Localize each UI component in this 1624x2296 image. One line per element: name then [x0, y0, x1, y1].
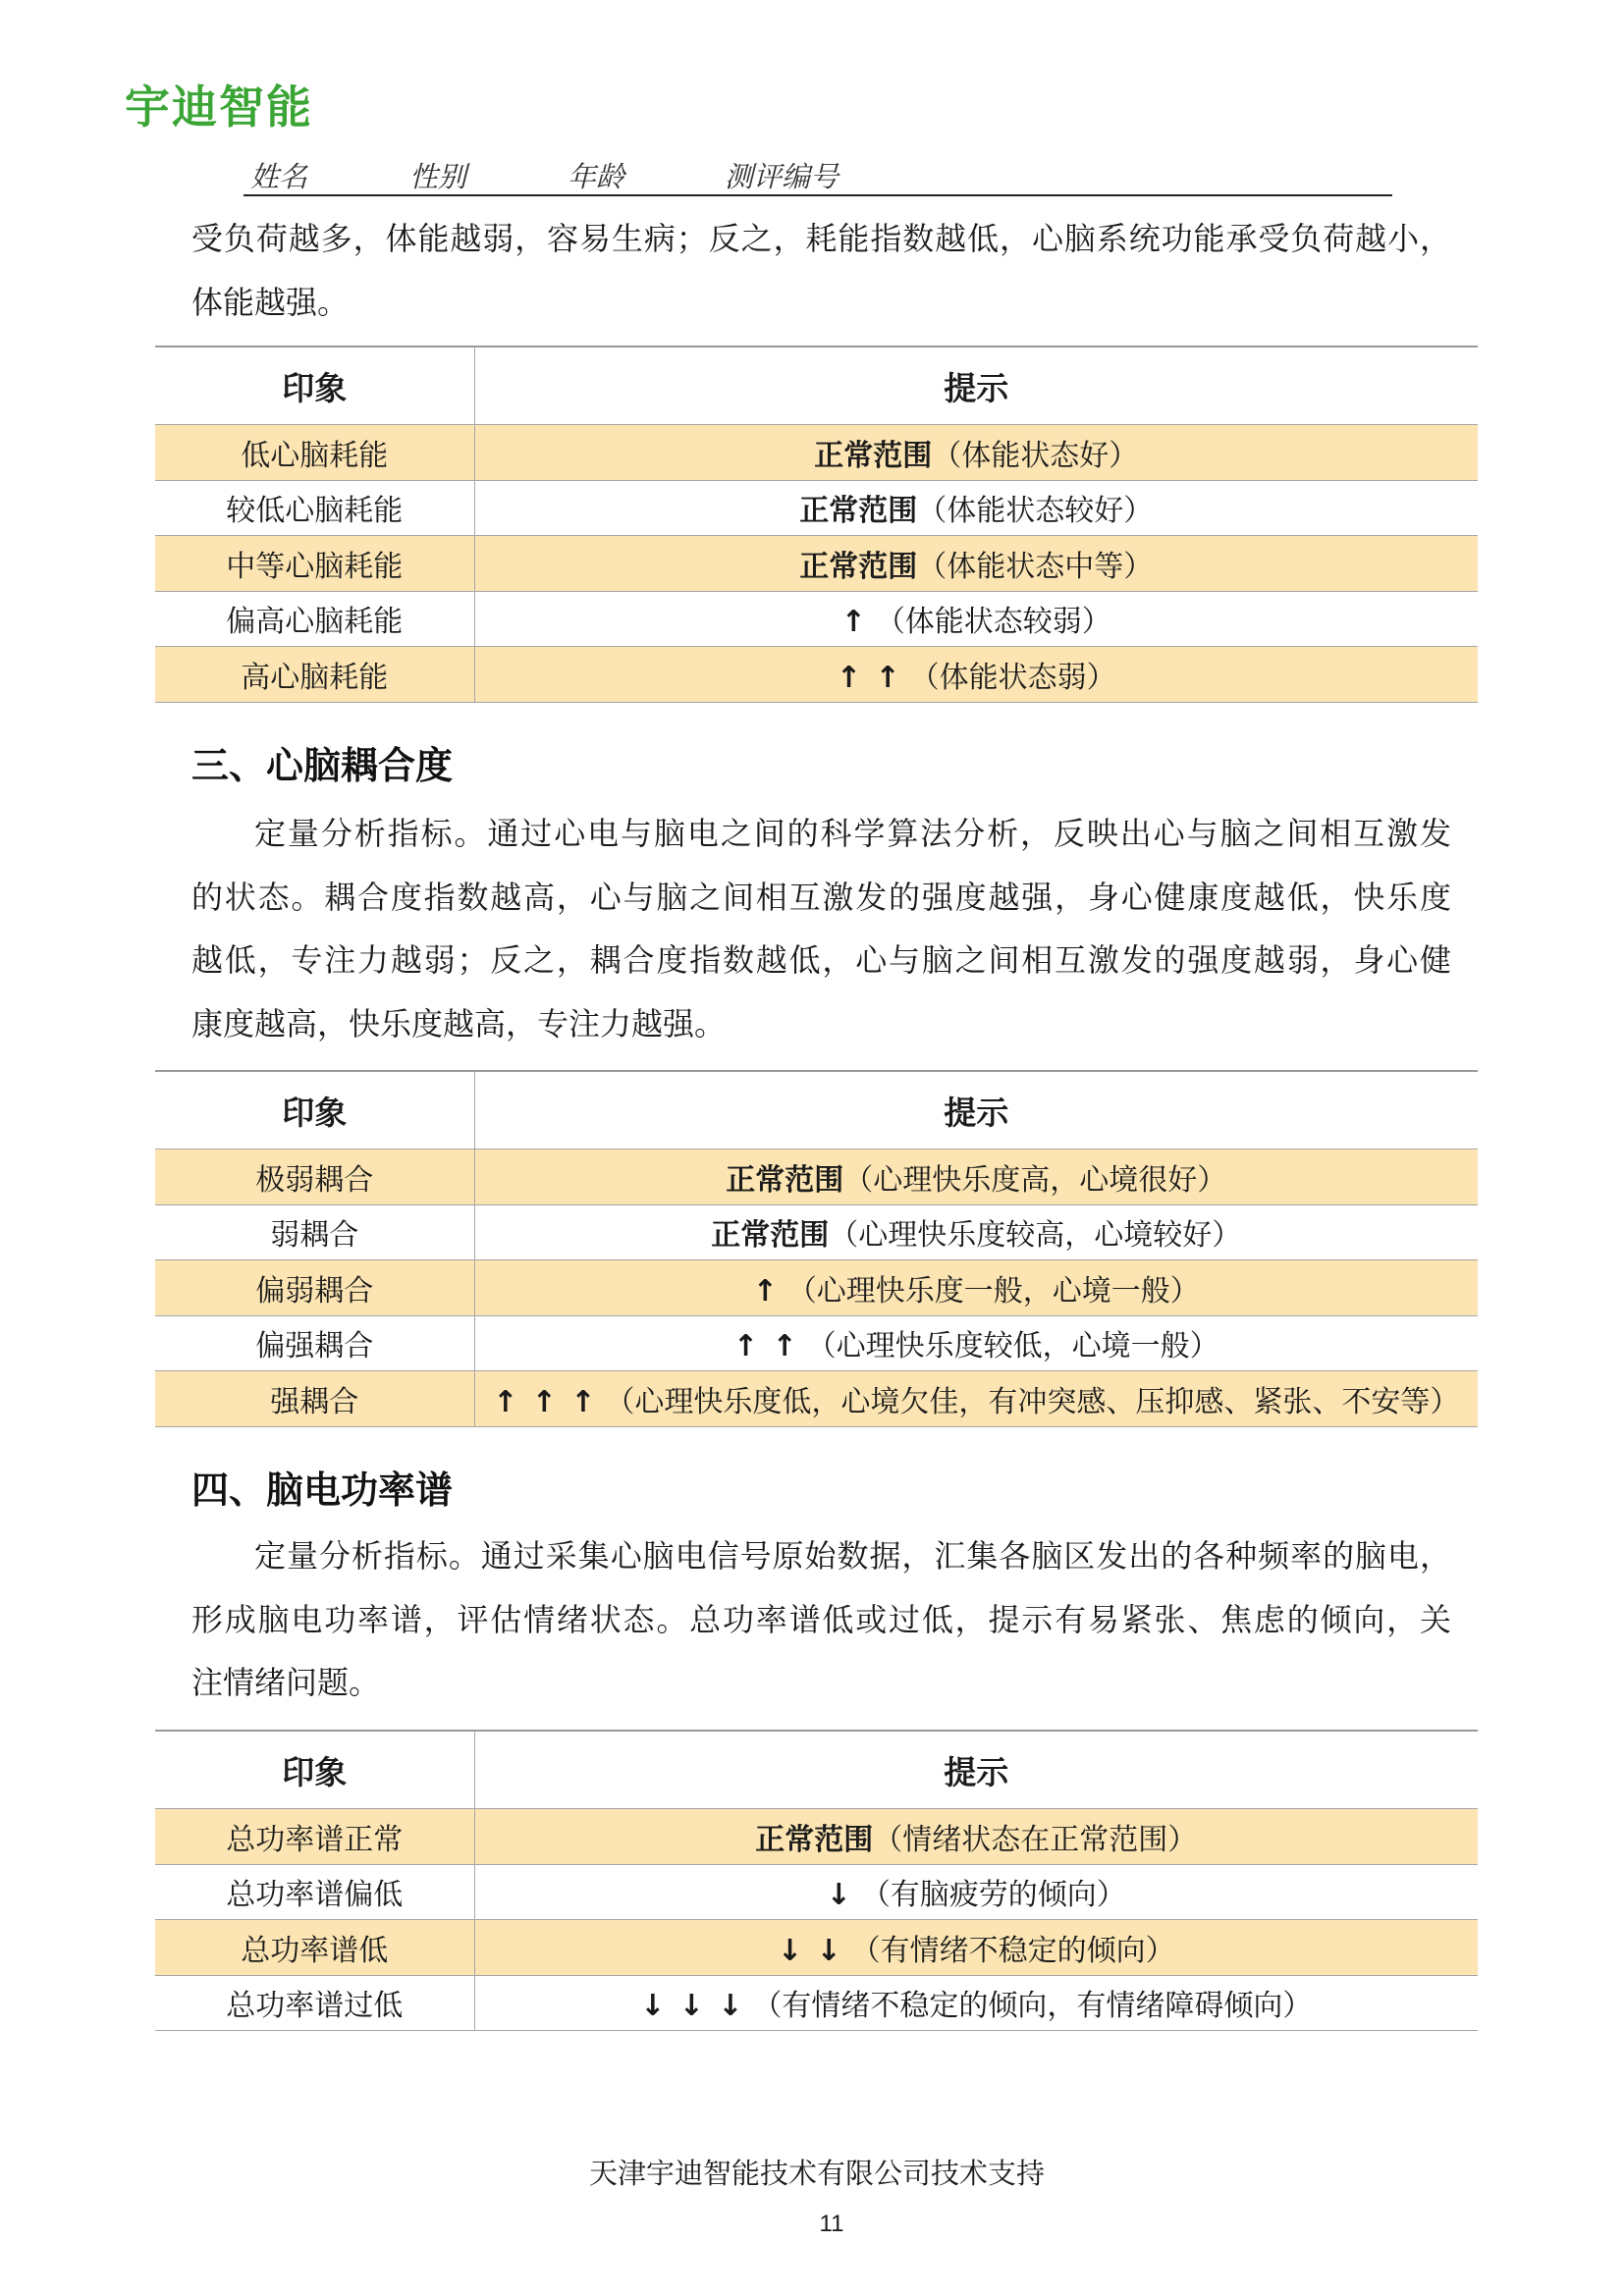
paragraph-line: 定量分析指标。通过心电与脑电之间的科学算法分析，反映出心与脑之间相互激发	[254, 815, 1451, 852]
power-spectrum-table	[155, 1730, 1478, 2031]
field-label-age: 年龄	[568, 160, 625, 193]
level-label: 正常范围	[799, 549, 918, 584]
hint-note: （心理快乐度低，心境欠佳，有冲突感、压抑感、紧张、不安等）	[605, 1384, 1460, 1419]
hint-note: （情绪状态在正常范围）	[873, 1822, 1198, 1857]
table-row	[155, 1260, 1478, 1316]
field-label-test-id: 测评编号	[725, 160, 839, 193]
section-heading-power-spectrum: 四、脑电功率谱	[191, 1468, 454, 1512]
table-header-row	[155, 1071, 1478, 1149]
hint-cell	[474, 1371, 1478, 1427]
level-arrow-icon: ↓ ↓ ↓	[640, 1989, 745, 2024]
hint-note: （心理快乐度高，心境很好）	[843, 1162, 1227, 1198]
hint-cell	[474, 1315, 1478, 1371]
level-label: 正常范围	[726, 1162, 844, 1198]
impression-cell: 偏高心脑耗能	[155, 591, 474, 647]
field-label-name: 姓名	[250, 160, 308, 193]
impression-cell: 弱耦合	[155, 1204, 474, 1260]
table-header-hint: 提示	[474, 1731, 1478, 1809]
hint-cell	[474, 1260, 1478, 1316]
paragraph-line: 越低，专注力越弱；反之，耦合度指数越低，心与脑之间相互激发的强度越弱，身心健	[191, 941, 1451, 979]
level-arrow-icon: ↑ ↑	[836, 660, 902, 695]
paragraph-line: 康度越高，快乐度越高，专注力越强。	[191, 1004, 727, 1042]
paragraph-line: 注情绪问题。	[191, 1664, 381, 1701]
coupling-paragraph	[191, 802, 1451, 1055]
table-header-hint: 提示	[474, 1071, 1478, 1149]
level-arrow-icon: ↓	[826, 1878, 853, 1913]
impression-cell: 总功率谱偏低	[155, 1864, 474, 1920]
level-label: 正常范围	[799, 494, 918, 529]
table-row	[155, 1371, 1478, 1427]
paragraph-line: 受负荷越多，体能越弱，容易生病；反之，耗能指数越低，心脑系统功能承受负荷越小，	[191, 220, 1451, 257]
hint-cell	[474, 647, 1478, 703]
field-label-gender: 性别	[409, 160, 467, 193]
table-row	[155, 591, 1478, 647]
impression-cell: 总功率谱过低	[155, 1975, 474, 2031]
level-arrow-icon: ↑	[752, 1273, 780, 1308]
table-header-impression: 印象	[155, 347, 474, 425]
hint-cell	[474, 1920, 1478, 1976]
level-label: 正常范围	[711, 1218, 830, 1254]
impression-cell: 强耦合	[155, 1371, 474, 1427]
coupling-table	[155, 1070, 1478, 1427]
impression-cell: 总功率谱正常	[155, 1809, 474, 1865]
company-logo: 宇迪智能	[125, 80, 313, 133]
table-row	[155, 1204, 1478, 1260]
hint-note: （体能状态较好）	[917, 494, 1154, 529]
table-row	[155, 647, 1478, 703]
table-row	[155, 1315, 1478, 1371]
power-spectrum-paragraph	[191, 1524, 1451, 1715]
hint-cell	[474, 1975, 1478, 2031]
level-arrow-icon: ↑ ↑ ↑	[493, 1384, 598, 1419]
hint-cell	[474, 536, 1478, 592]
hint-note: （有情绪不稳定的倾向，有情绪障碍倾向）	[752, 1989, 1313, 2024]
table-header-row	[155, 347, 1478, 425]
intro-paragraph	[191, 207, 1451, 334]
table-row	[155, 1864, 1478, 1920]
paragraph-line: 的状态。耦合度指数越高，心与脑之间相互激发的强度越强，身心健康度越低，快乐度	[191, 878, 1451, 916]
table-header-impression: 印象	[155, 1731, 474, 1809]
table-row	[155, 536, 1478, 592]
hint-note: （有脑疲劳的倾向）	[860, 1878, 1126, 1913]
hint-cell	[474, 1149, 1478, 1205]
table-row	[155, 480, 1478, 536]
energy-consumption-table	[155, 346, 1478, 703]
impression-cell: 极弱耦合	[155, 1149, 474, 1205]
impression-cell: 偏弱耦合	[155, 1260, 474, 1316]
impression-cell: 高心脑耗能	[155, 647, 474, 703]
level-arrow-icon: ↑	[840, 605, 868, 640]
hint-note: （心理快乐度较高，心境较好）	[829, 1218, 1242, 1254]
impression-cell: 较低心脑耗能	[155, 480, 474, 536]
paragraph-line: 定量分析指标。通过采集心脑电信号原始数据，汇集各脑区发出的各种频率的脑电，	[254, 1537, 1451, 1575]
hint-cell	[474, 480, 1478, 536]
table-row	[155, 1149, 1478, 1205]
impression-cell: 中等心脑耗能	[155, 536, 474, 592]
hint-cell	[474, 1204, 1478, 1260]
impression-cell: 偏强耦合	[155, 1315, 474, 1371]
table-row	[155, 1809, 1478, 1865]
hint-note: （有情绪不稳定的倾向）	[850, 1933, 1175, 1968]
table-header-hint: 提示	[474, 347, 1478, 425]
hint-note: （心理快乐度一般，心境一般）	[786, 1273, 1200, 1308]
footer-company: 天津宇迪智能技术有限公司技术支持	[588, 2157, 1045, 2190]
table-header-row	[155, 1731, 1478, 1809]
hint-note: （体能状态弱）	[909, 660, 1116, 695]
paragraph-line: 形成脑电功率谱，评估情绪状态。总功率谱低或过低，提示有易紧张、焦虑的倾向，关	[191, 1600, 1451, 1638]
hint-cell	[474, 1864, 1478, 1920]
impression-cell: 低心脑耗能	[155, 425, 474, 481]
hint-cell	[474, 1809, 1478, 1865]
hint-note: （体能状态好）	[932, 438, 1139, 473]
paragraph-line: 体能越强。	[191, 283, 350, 321]
header-underline	[244, 194, 1392, 196]
section-heading-coupling: 三、心脑耦合度	[191, 744, 454, 787]
level-label: 正常范围	[814, 438, 933, 473]
level-arrow-icon: ↑ ↑	[732, 1329, 799, 1364]
table-row	[155, 1975, 1478, 2031]
hint-cell	[474, 425, 1478, 481]
hint-note: （心理快乐度较低，心境一般）	[806, 1329, 1219, 1364]
table-row	[155, 1920, 1478, 1976]
level-label: 正常范围	[755, 1822, 874, 1857]
hint-note: （体能状态中等）	[917, 549, 1154, 584]
table-header-impression: 印象	[155, 1071, 474, 1149]
table-row	[155, 425, 1478, 481]
level-arrow-icon: ↓ ↓	[777, 1933, 843, 1968]
hint-cell	[474, 591, 1478, 647]
impression-cell: 总功率谱低	[155, 1920, 474, 1976]
page-number: 11	[819, 2211, 844, 2237]
hint-note: （体能状态较弱）	[875, 605, 1111, 640]
